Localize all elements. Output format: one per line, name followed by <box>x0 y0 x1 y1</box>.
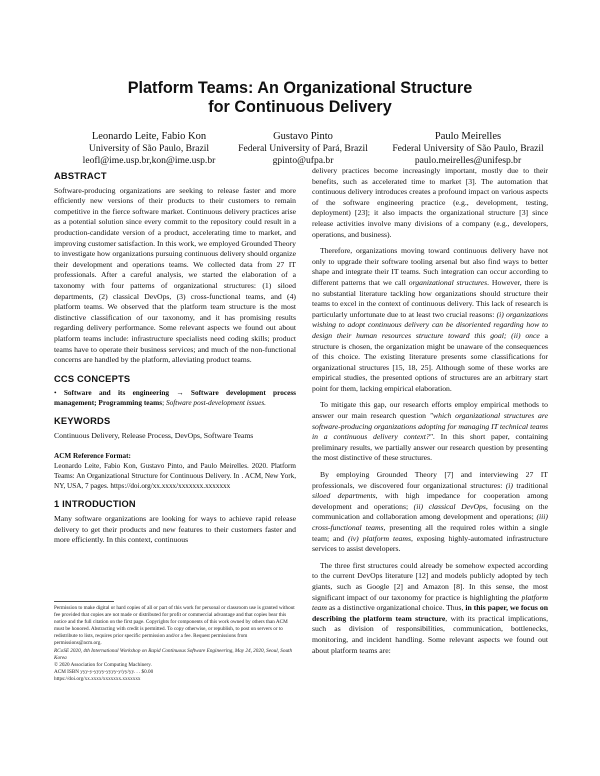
keywords-heading: KEYWORDS <box>54 416 111 427</box>
copyright-footnote <box>54 601 296 683</box>
text-run: The three first structures could already be somehow expected according to the current DevOps literature [12] and models publicly adopted by tech giants, such as Google [2] and Amazon [8]. In this sense, the most significant impact of our taxonomy for practice is highlighting the <box>312 560 548 602</box>
abstract-section <box>54 171 296 366</box>
emphasis-text: siloed departments <box>312 491 376 501</box>
emphasis-text: organizational structures <box>408 277 488 287</box>
body-paragraph <box>312 561 548 656</box>
acm-reference-text: Leonardo Leite, Fabio Kon, Gustavo Pinto, and Paulo Meirelles. 2020. Platform Teams: An Organizational Structure for Continuous Delivery. In . ACM, New York, NY, USA, 7 pages. https://doi.org/xx.xxxx/xxxxxxx.xxxxxxx <box>54 462 296 490</box>
author-block-3 <box>378 131 558 167</box>
ccs-heading: CCS CONCEPTS <box>54 373 131 384</box>
bold-text: in this paper, we focus on describing the platform team structure <box>312 603 548 623</box>
body-paragraph <box>312 400 548 464</box>
keywords-text: Continuous Delivery, Release Process, DevOps, Software Teams <box>54 430 254 440</box>
text-run: Therefore, organizations moving toward continuous delivery have not only to upgrade their software tooling arsenal but also find ways to better shape and integrate their IT teams. Such integration can occur according to different patterns that we call <box>312 246 548 287</box>
author-name: Gustavo Pinto <box>273 131 333 142</box>
isbn-line: ACM ISBN yyy-y-yyyy-yyyy-y/yy/yy. . . $0.00 <box>54 668 154 675</box>
title-line-2: for Continuous Delivery <box>208 98 392 116</box>
left-column <box>54 171 296 546</box>
research-question: "which organizational structures are software-producing organizations adopting for managing IT technical teams in a continuous delivery context?" <box>312 411 549 442</box>
emphasis-text: (i) organizations wishing to adopt continuous delivery can be disoriented regarding how to design their human resources structure toward this goal; (ii) once <box>312 309 548 340</box>
ccs-concept-3: Software post-development issues. <box>165 398 266 408</box>
body-paragraph: delivery practices become increasingly important, mostly due to their benefits, such as accelerated time to market [3]. The automation that continuous delivery introduces creates a profound impact on various aspects of the software engineering practice (e.g., development, testing, deployment) [23]; it also impacts the organizational structure [3] since release activities involve many divisions of a company (e.g., developers, operations, and business). <box>312 166 548 239</box>
title-line-1: Platform Teams: An Organizational Structure <box>127 79 473 97</box>
author-name: Paulo Meirelles <box>434 131 502 142</box>
text-run: , presenting all the required roles within a single team; and <box>312 523 548 543</box>
author-affiliation: Federal University of São Paulo, Brazil <box>392 143 544 154</box>
conference-info: RCoSE 2020, 4th International Workshop on Rapid Continuous Software Engineering, May 24, 2020, Seoul, South Korea <box>54 647 293 661</box>
keywords-section <box>54 416 296 491</box>
author-email[interactable]: paulo.meirelles@unifesp.br <box>414 155 522 166</box>
text-run: a structure is chosen, the organization might be unaware of the consequences of this choice. The existing literature presents some classifications for organizational structures [15, 18, 25]. Although some of these works are empirical studies, the presented options of structures are an arbitrary start point for them, lacking empirical elaboration. <box>312 330 548 393</box>
text-run: , with high impedance for cooperation among development and operations; <box>312 491 548 511</box>
introduction-heading: 1 INTRODUCTION <box>54 499 136 510</box>
ccs-arrow: → <box>169 388 191 398</box>
author-name: Leonardo Leite, Fabio Kon <box>91 131 207 142</box>
introduction-text: Many software organizations are looking for ways to achieve rapid release delivery to get their products and new features to their customers faster and more efficiently. In this context, continuous <box>54 514 296 545</box>
introduction-section <box>54 499 296 545</box>
text-run: , with its practical implications, such as division of responsibilities, communication, bottlenecks, monitoring, and incident handling. Some relevant aspects we found out about platform teams are: <box>312 613 548 655</box>
ccs-separator: ; <box>162 398 166 408</box>
emphasis-text: (iv) platform teams <box>348 533 411 543</box>
text-run: . However, there is no substantial literature tackling how organizations should structure their teams to excel in the context of continuous delivery. This lack of research is particularly unfortunate due to at least two crucial reasons: <box>312 277 548 319</box>
ccs-section <box>54 374 296 409</box>
text-run: To mitigate this gap, our research efforts employ empirical methods to answer our main research question <box>312 400 548 421</box>
right-column <box>312 166 548 662</box>
text-run: , exposing highly-automated infrastructure services to assist developers. <box>312 533 548 554</box>
emphasis-text: (i) <box>505 480 513 490</box>
author-email[interactable]: gpinto@ufpa.br <box>272 155 334 166</box>
emphasis-text: (ii) classical DevOps <box>413 501 486 511</box>
author-block-1 <box>64 131 234 167</box>
text-run: traditional <box>513 480 548 490</box>
author-email[interactable]: leofl@ime.usp.br,kon@ime.usp.br <box>82 155 216 166</box>
text-run: as a distinctive organizational choice. Thus, <box>326 603 466 613</box>
body-paragraph <box>312 470 548 555</box>
permission-notice: Permission to make digital or hard copies of all or part of this work for personal or classroom use is granted without fee provided that copies are not made or distributed for profit or commercial advantage and that copies bear this notice and the full citation on the first page. Copyrights for components of this work owned by others than ACM must be honored. Abstracting with credit is permitted. To copy otherwise, or republish, to post on servers or to redistribute to lists, requires prior specific permission and/or a fee. Request permissions from permissions@acm.org. <box>54 605 295 647</box>
ccs-concept-2: Software development process management; Programming teams <box>54 388 296 408</box>
emphasis-text: platform team <box>312 592 548 613</box>
body-paragraph <box>312 246 548 394</box>
text-run: By employing Grounded Theory [7] and interviewing 27 IT professionals, we discovered four organizational structures: <box>312 470 548 490</box>
ccs-bullet: • <box>54 388 57 398</box>
author-block-2 <box>228 131 378 167</box>
ccs-concept-1: Software and its engineering <box>63 388 170 398</box>
text-run: , focusing on the communication and collaboration among development and operations; <box>312 501 549 522</box>
emphasis-text: (iii) cross-functional teams <box>312 512 548 532</box>
doi-link[interactable]: https://doi.org/xx.xxxx/xxxxxxx.xxxxxxx <box>54 675 141 682</box>
author-affiliation: University of São Paulo, Brazil <box>88 143 210 154</box>
paper-title <box>0 79 600 117</box>
author-affiliation: Federal University of Pará, Brazil <box>238 143 368 154</box>
copyright-line: © 2020 Association for Computing Machinery. <box>54 661 152 668</box>
footnote-rule <box>54 601 114 602</box>
acm-reference-heading: ACM Reference Format: <box>54 452 131 461</box>
text-run: . In this short paper, containing preliminary results, we partially answer our research question by presenting the most distinctive of these structures. <box>312 432 548 463</box>
abstract-text: Software-producing organizations are seeking to release faster and more efficiently new versions of their products to their customers to remain competitive in the fierce software market. Continuous delivery practices arise as a potential solution since every commit to the repository could result in a production-candidate version of a product, accelerating time to market, and improving customer satisfaction. In this work, we employed Grounded Theory to investigate how organizations pursuing continuous delivery should organize their development and operations teams. We collected data from 27 IT professionals. After a careful analysis, we started the elaboration of a taxonomy with four patterns of organizational structures: (1) siloed departments, (2) classical DevOps, (3) cross-functional teams, and (4) platform teams. We observed that the platform team structure is the most distinctive classification of our taxonomy, and it has promising results regarding delivery performance. Some relevant aspects we found out about platform teams include: infrastructure specialists need coding skills; product teams have to operate their business services; and much of the non-functional concerns are handled by the platform, alleviating product teams. <box>54 185 296 365</box>
abstract-heading: ABSTRACT <box>54 171 107 181</box>
ccs-text <box>54 388 296 408</box>
